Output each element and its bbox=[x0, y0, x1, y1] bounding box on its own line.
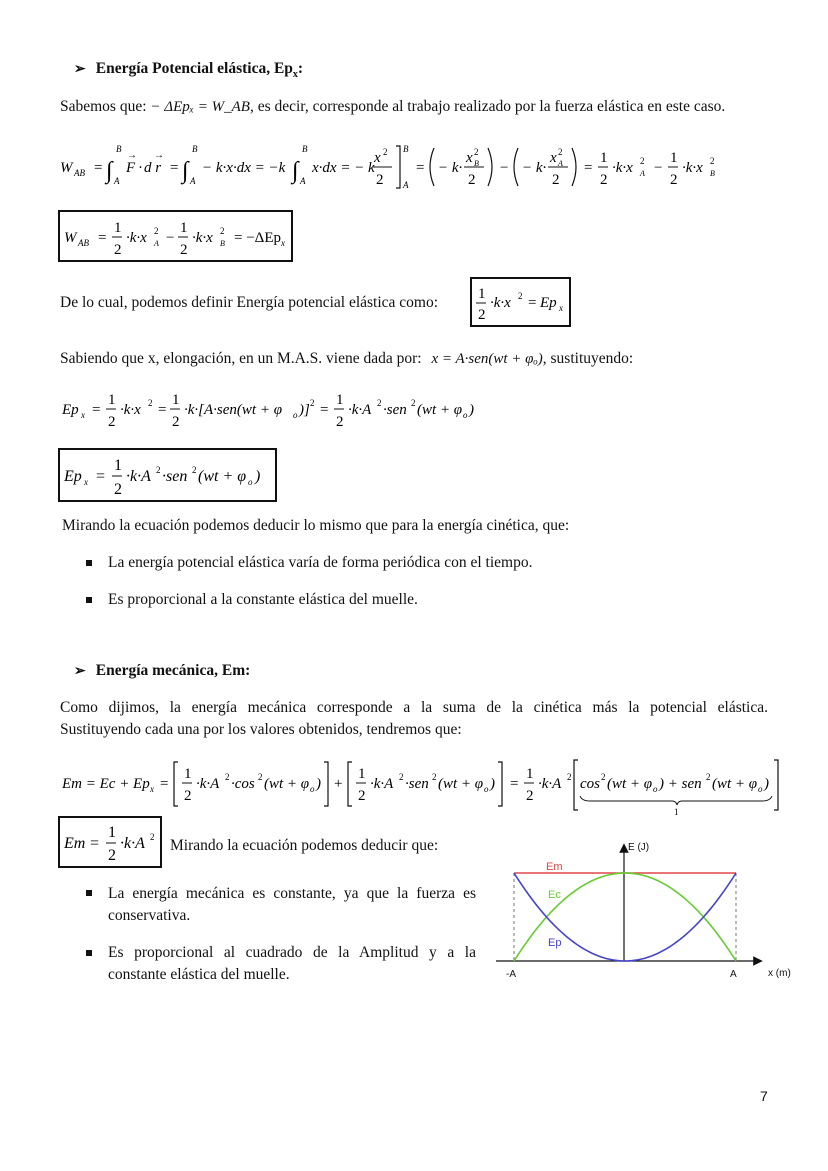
svg-text:2: 2 bbox=[478, 307, 486, 323]
svg-text:·k·A: ·k·A bbox=[348, 402, 372, 418]
svg-text:2: 2 bbox=[225, 772, 230, 782]
svg-text:2: 2 bbox=[310, 398, 315, 408]
svg-text:·sen: ·sen bbox=[405, 776, 429, 792]
svg-text:1: 1 bbox=[358, 766, 366, 782]
svg-text:x: x bbox=[550, 150, 557, 166]
svg-text:B: B bbox=[403, 144, 409, 154]
svg-text:x: x bbox=[374, 150, 381, 166]
svg-text:): ) bbox=[490, 776, 495, 792]
svg-text:= −ΔEp: = −ΔEp bbox=[234, 230, 281, 246]
paragraph-como-dijimos-line2: Sustituyendo cada una por los valores obtenidos, tendremos que: bbox=[60, 721, 462, 738]
svg-text:2: 2 bbox=[411, 398, 416, 408]
svg-text:2: 2 bbox=[336, 414, 344, 430]
svg-text:2: 2 bbox=[154, 226, 159, 236]
svg-text:·k·x: ·k·x bbox=[682, 160, 703, 176]
svg-text:·sen: ·sen bbox=[162, 468, 188, 485]
svg-text:): ) bbox=[316, 776, 321, 792]
svg-text:cos: cos bbox=[580, 776, 600, 792]
svg-text:A: A bbox=[154, 239, 159, 248]
svg-text:2: 2 bbox=[601, 772, 606, 782]
svg-text:(wt + φ: (wt + φ bbox=[712, 776, 758, 792]
svg-text:=: = bbox=[90, 835, 100, 852]
svg-text:AB: AB bbox=[74, 168, 85, 178]
svg-text:2: 2 bbox=[710, 156, 715, 166]
svg-text:2: 2 bbox=[108, 414, 116, 430]
svg-text:∫: ∫ bbox=[182, 158, 189, 184]
svg-text:2: 2 bbox=[567, 772, 572, 782]
svg-text:=: = bbox=[160, 776, 169, 792]
boxed-equation-ep-definition bbox=[470, 277, 571, 327]
svg-text:x: x bbox=[81, 410, 85, 420]
svg-text:o: o bbox=[484, 784, 489, 794]
svg-text:2: 2 bbox=[670, 172, 678, 188]
svg-text:∫: ∫ bbox=[292, 158, 299, 184]
svg-text:=: = bbox=[92, 402, 101, 418]
svg-text:x: x bbox=[84, 477, 88, 487]
svg-text:∫: ∫ bbox=[106, 158, 113, 184]
svg-text:2: 2 bbox=[114, 242, 122, 258]
svg-text:2: 2 bbox=[150, 832, 155, 842]
svg-text:x: x bbox=[466, 150, 473, 166]
svg-text:−: − bbox=[166, 230, 175, 246]
svg-text:(wt + φ: (wt + φ bbox=[264, 776, 310, 792]
equation-work-integral bbox=[60, 140, 750, 197]
svg-text:B: B bbox=[220, 239, 225, 248]
boxed-equation-ep bbox=[58, 448, 277, 502]
svg-text:Ep: Ep bbox=[64, 468, 82, 485]
svg-text:·k·x: ·k·x bbox=[120, 402, 141, 418]
page-number: 7 bbox=[760, 1088, 768, 1104]
boxed-equation-em bbox=[58, 816, 162, 868]
svg-text:2: 2 bbox=[432, 772, 437, 782]
x-tick-right: A bbox=[730, 969, 737, 980]
svg-text:A: A bbox=[640, 169, 645, 178]
svg-text:2: 2 bbox=[600, 172, 608, 188]
svg-text:1: 1 bbox=[108, 824, 116, 841]
boxed-equation-work-render bbox=[60, 212, 291, 260]
svg-text:): ) bbox=[764, 776, 769, 792]
svg-text:·: · bbox=[138, 160, 143, 176]
svg-text:A: A bbox=[403, 180, 409, 190]
svg-text:·k·x: ·k·x bbox=[612, 160, 633, 176]
svg-text:·k·x: ·k·x bbox=[490, 295, 511, 311]
svg-text:B: B bbox=[116, 144, 122, 154]
svg-text:(wt + φ: (wt + φ bbox=[417, 402, 463, 418]
section-heading-ep: ➢ Energía Potencial elástica, $Ep_x$: bbox=[74, 60, 304, 81]
paragraph-sabemos: Sabemos que: − ΔEpₓ = W_AB, es decir, corresponde al trabajo realizado por la fuerza elástica en este caso. bbox=[60, 98, 726, 115]
svg-text:=: = bbox=[320, 402, 329, 418]
svg-text:·k·A: ·k·A bbox=[538, 776, 562, 792]
svg-text:AB: AB bbox=[78, 238, 89, 248]
svg-text:1: 1 bbox=[478, 286, 486, 302]
svg-text:2: 2 bbox=[558, 147, 563, 157]
svg-text:B: B bbox=[302, 144, 308, 154]
svg-text:·cos: ·cos bbox=[231, 776, 255, 792]
svg-text:1: 1 bbox=[336, 392, 344, 408]
inline-equation-delta-ep: − ΔEpₓ = W_AB bbox=[150, 99, 250, 115]
svg-text:(wt + φ: (wt + φ bbox=[607, 776, 653, 792]
svg-text:2: 2 bbox=[468, 172, 476, 188]
svg-text:2: 2 bbox=[399, 772, 404, 782]
square-bullet-icon bbox=[86, 950, 92, 956]
paragraph-mirando-ep: Mirando la ecuación podemos deducir lo mismo que para la energía cinética, que: bbox=[62, 517, 570, 534]
svg-text:2: 2 bbox=[358, 788, 366, 804]
svg-text:2: 2 bbox=[376, 172, 384, 188]
equation-ep-substitution-render bbox=[60, 384, 480, 432]
svg-text:x: x bbox=[150, 784, 154, 794]
paragraph-mirando-em: Mirando la ecuación podemos deducir que: bbox=[170, 837, 439, 854]
svg-text:o: o bbox=[248, 477, 253, 487]
svg-text:Em: Em bbox=[64, 835, 86, 852]
svg-text:o: o bbox=[463, 410, 468, 420]
boxed-equation-ep-definition-render bbox=[472, 279, 569, 325]
svg-text:2: 2 bbox=[114, 481, 122, 498]
equation-ep-substitution bbox=[60, 384, 480, 437]
list-item: La energía potencial elástica varía de forma periódica con el tiempo. bbox=[108, 554, 533, 571]
svg-text:2: 2 bbox=[258, 772, 263, 782]
list-item: La energía mecánica es constante, ya que la fuerza es conservativa. bbox=[108, 885, 476, 924]
svg-text:2: 2 bbox=[148, 398, 153, 408]
svg-text:B: B bbox=[192, 144, 198, 154]
svg-text:·k·A: ·k·A bbox=[196, 776, 220, 792]
svg-text:+: + bbox=[334, 776, 343, 792]
svg-text:=: = bbox=[416, 160, 425, 176]
svg-text:−: − bbox=[654, 160, 663, 176]
svg-text:2: 2 bbox=[184, 788, 192, 804]
arrow-bullet-icon: ➢ bbox=[74, 62, 86, 77]
svg-text:2: 2 bbox=[156, 465, 161, 475]
svg-text:2: 2 bbox=[172, 414, 180, 430]
svg-text:− k·: − k· bbox=[522, 160, 547, 176]
legend-label-em: Em bbox=[546, 861, 563, 873]
svg-text:2: 2 bbox=[383, 147, 388, 157]
svg-text:=: = bbox=[584, 160, 593, 176]
svg-text:=: = bbox=[170, 160, 179, 176]
svg-text:d r: d r bbox=[144, 160, 162, 176]
legend-label-ep: Ep bbox=[548, 937, 562, 949]
svg-text:1: 1 bbox=[114, 220, 122, 236]
svg-text:x·dx = − k: x·dx = − k bbox=[312, 160, 375, 176]
svg-text:): ) bbox=[255, 468, 261, 485]
svg-text:o: o bbox=[293, 410, 298, 420]
list-item: Es proporcional al cuadrado de la Amplitud y a la constante elástica del muelle. bbox=[108, 944, 476, 983]
svg-text:·k·x: ·k·x bbox=[126, 230, 147, 246]
svg-text:A: A bbox=[190, 176, 196, 186]
list-item: Es proporcional a la constante elástica del muelle. bbox=[108, 591, 418, 608]
boxed-equation-em-render bbox=[60, 818, 160, 866]
svg-text:=: = bbox=[158, 402, 167, 418]
svg-text:A: A bbox=[300, 176, 306, 186]
svg-text:2: 2 bbox=[474, 147, 479, 157]
svg-text:(wt + φ: (wt + φ bbox=[198, 468, 247, 485]
svg-text:B: B bbox=[710, 169, 715, 178]
svg-text:x: x bbox=[559, 303, 563, 313]
svg-text:W: W bbox=[60, 160, 73, 176]
svg-text:=: = bbox=[510, 776, 519, 792]
svg-text:2: 2 bbox=[220, 226, 225, 236]
svg-text:=: = bbox=[96, 468, 106, 485]
paragraph-definicion: De lo cual, podemos definir Energía potencial elástica como: bbox=[60, 294, 439, 311]
svg-text:Ep: Ep bbox=[62, 402, 79, 418]
paragraph-elongacion: Sabiendo que x, elongación, en un M.A.S. viene dada por: x = A·sen(wt + φₒ), sustituyendo: bbox=[60, 350, 634, 367]
equation-work-render bbox=[60, 140, 750, 192]
svg-text:Em = Ec + Ep: Em = Ec + Ep bbox=[62, 776, 150, 792]
y-axis-label: E (J) bbox=[628, 842, 650, 853]
svg-text:A: A bbox=[114, 176, 120, 186]
svg-text:·k·A: ·k·A bbox=[120, 835, 145, 852]
svg-text:2: 2 bbox=[640, 156, 645, 166]
svg-text:o: o bbox=[653, 784, 658, 794]
svg-text:o: o bbox=[758, 784, 763, 794]
boxed-equation-work bbox=[58, 210, 293, 262]
svg-text:2: 2 bbox=[192, 465, 197, 475]
svg-text:·k·[A·sen(wt + φ: ·k·[A·sen(wt + φ bbox=[184, 402, 282, 418]
svg-text:1: 1 bbox=[184, 766, 192, 782]
svg-text:·k·A: ·k·A bbox=[126, 468, 151, 485]
svg-text:Ep: Ep bbox=[540, 295, 557, 311]
svg-text:2: 2 bbox=[377, 398, 382, 408]
svg-text:2: 2 bbox=[108, 847, 116, 864]
svg-text:→: → bbox=[154, 150, 164, 161]
svg-text:2: 2 bbox=[180, 242, 188, 258]
svg-text:2: 2 bbox=[518, 291, 523, 301]
svg-text:1: 1 bbox=[108, 392, 116, 408]
svg-text:B: B bbox=[474, 159, 479, 168]
svg-text:2: 2 bbox=[552, 172, 560, 188]
x-axis-label: x (m) bbox=[768, 968, 791, 979]
svg-text:)]: )] bbox=[299, 402, 310, 418]
svg-text:1: 1 bbox=[670, 150, 678, 166]
svg-text:1: 1 bbox=[526, 766, 534, 782]
boxed-equation-ep-render bbox=[60, 450, 275, 500]
square-bullet-icon bbox=[86, 560, 92, 566]
svg-text:1: 1 bbox=[114, 457, 122, 474]
svg-text:=: = bbox=[98, 230, 107, 246]
arrow-bullet-icon: ➢ bbox=[74, 664, 86, 679]
x-tick-left: -A bbox=[506, 969, 516, 980]
square-bullet-icon bbox=[86, 597, 92, 603]
svg-text:): ) bbox=[469, 402, 474, 418]
svg-text:2: 2 bbox=[526, 788, 534, 804]
svg-text:·sen: ·sen bbox=[383, 402, 407, 418]
svg-text:o: o bbox=[310, 784, 315, 794]
svg-text:F: F bbox=[126, 160, 136, 176]
svg-text:·k·A: ·k·A bbox=[370, 776, 394, 792]
svg-text:→: → bbox=[127, 150, 137, 161]
svg-text:1: 1 bbox=[180, 220, 188, 236]
svg-text:=: = bbox=[528, 295, 537, 311]
equation-em bbox=[60, 756, 784, 823]
svg-text:2: 2 bbox=[706, 772, 711, 782]
svg-text:− k·: − k· bbox=[438, 160, 463, 176]
svg-text:1: 1 bbox=[600, 150, 608, 166]
legend-label-ec: Ec bbox=[548, 889, 561, 901]
svg-text:=: = bbox=[94, 160, 103, 176]
svg-text:) + sen: ) + sen bbox=[659, 776, 702, 792]
svg-text:(wt + φ: (wt + φ bbox=[438, 776, 484, 792]
svg-text:A: A bbox=[558, 159, 563, 168]
svg-text:− k·x·dx = −k: − k·x·dx = −k bbox=[202, 160, 286, 176]
svg-text:1: 1 bbox=[674, 807, 679, 817]
paragraph-como-dijimos-line1: Como dijimos, la energía mecánica corresponde a la suma de la cinética más la potencial elástica. bbox=[60, 699, 768, 716]
square-bullet-icon bbox=[86, 890, 92, 896]
svg-text:x: x bbox=[281, 238, 285, 248]
inline-equation-x: x = A·sen(wt + φₒ) bbox=[431, 351, 543, 367]
svg-text:−: − bbox=[500, 160, 509, 176]
svg-text:1: 1 bbox=[172, 392, 180, 408]
equation-em-render bbox=[60, 756, 784, 818]
section-heading-em: ➢ Energía mecánica, Em: bbox=[74, 662, 251, 679]
energy-chart bbox=[486, 836, 806, 986]
svg-text:·k·x: ·k·x bbox=[192, 230, 213, 246]
svg-text:W: W bbox=[64, 230, 77, 246]
